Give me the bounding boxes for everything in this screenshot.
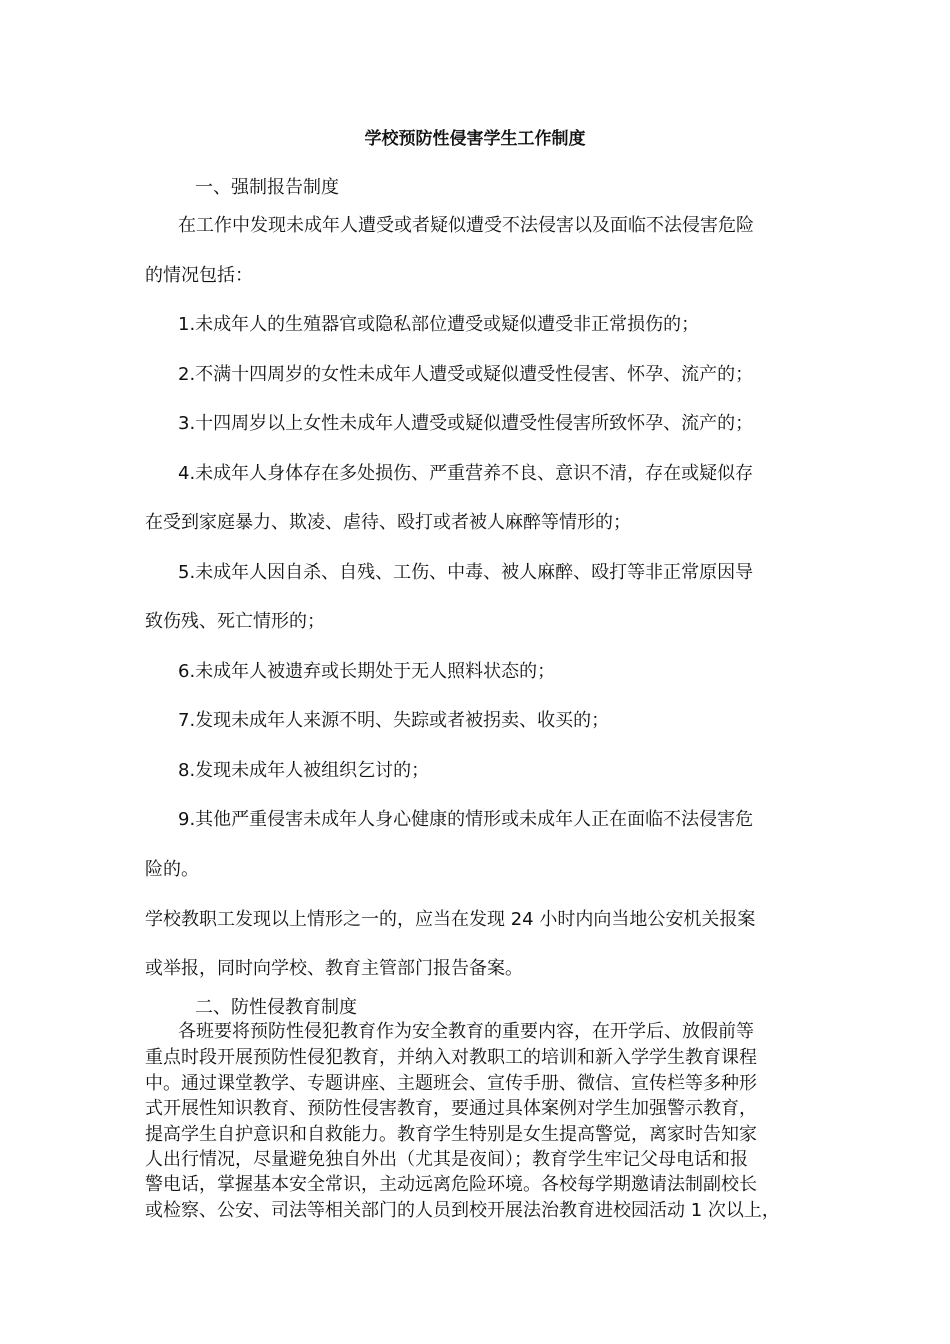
list-item-continuation: 在受到家庭暴力、欺凌、虐待、殴打或者被人麻醉等情形的； [145,512,631,533]
list-item: 2.不满十四周岁的女性未成年人遭受或疑似遭受性侵害、怀孕、流产的； [178,364,754,385]
list-item-continuation: 致伤残、死亡情形的； [145,611,325,632]
paragraph-line: 学校教职工发现以上情形之一的，应当在发现 24 小时内向当地公安机关报案 [145,909,756,930]
paragraph-line: 在工作中发现未成年人遭受或者疑似遭受不法侵害以及面临不法侵害危险 [178,215,754,236]
list-item: 5.未成年人因自杀、自残、工伤、中毒、被人麻醉、殴打等非正常原因导 [178,562,754,583]
list-item: 3.十四周岁以上女性未成年人遭受或疑似遭受性侵害所致怀孕、流产的； [178,413,754,434]
list-item: 9.其他严重侵害未成年人身心健康的情形或未成年人正在面临不法侵害危 [178,809,754,830]
paragraph-line: 各班要将预防性侵犯教育作为安全教育的重要内容，在开学后、放假前等 [178,1021,754,1042]
paragraph-line: 提高学生自护意识和自救能力。教育学生特别是女生提高警觉，离家时告知家 [145,1124,757,1145]
paragraph-line: 中。通过课堂教学、专题讲座、主题班会、宣传手册、微信、宣传栏等多种形 [145,1073,757,1094]
list-item-continuation: 险的。 [145,859,199,880]
list-item: 4.未成年人身体存在多处损伤、严重营养不良、意识不清，存在或疑似存 [178,463,754,484]
document-title: 学校预防性侵害学生工作制度 [364,129,586,149]
list-item: 7.发现未成年人来源不明、失踪或者被拐卖、收买的； [178,710,610,731]
list-item: 1.未成年人的生殖器官或隐私部位遭受或疑似遭受非正常损伤的； [178,314,700,335]
paragraph-line: 警电话，掌握基本安全常识，主动远离危险环境。各校每学期邀请法制副校长 [145,1174,757,1195]
paragraph-line: 式开展性知识教育、预防性侵害教育，要通过具体案例对学生加强警示教育， [145,1098,757,1119]
section-heading-prevention-education: 二、防性侵教育制度 [195,997,357,1018]
paragraph-line: 或举报，同时向学校、教育主管部门报告备案。 [145,958,523,979]
paragraph-line: 的情况包括： [145,265,253,286]
list-item: 8.发现未成年人被组织乞讨的； [178,760,430,781]
paragraph-line: 或检察、公安、司法等相关部门的人员到校开展法治教育进校园活动 1 次以上， [145,1200,780,1221]
paragraph-line: 重点时段开展预防性侵犯教育，并纳入对教职工的培训和新入学学生教育课程 [145,1047,757,1068]
list-item: 6.未成年人被遗弃或长期处于无人照料状态的； [178,661,556,682]
section-heading-mandatory-reporting: 一、强制报告制度 [195,177,339,198]
paragraph-line: 人出行情况，尽量避免独自外出（尤其是夜间）；教育学生牢记父母电话和报 [145,1149,748,1170]
